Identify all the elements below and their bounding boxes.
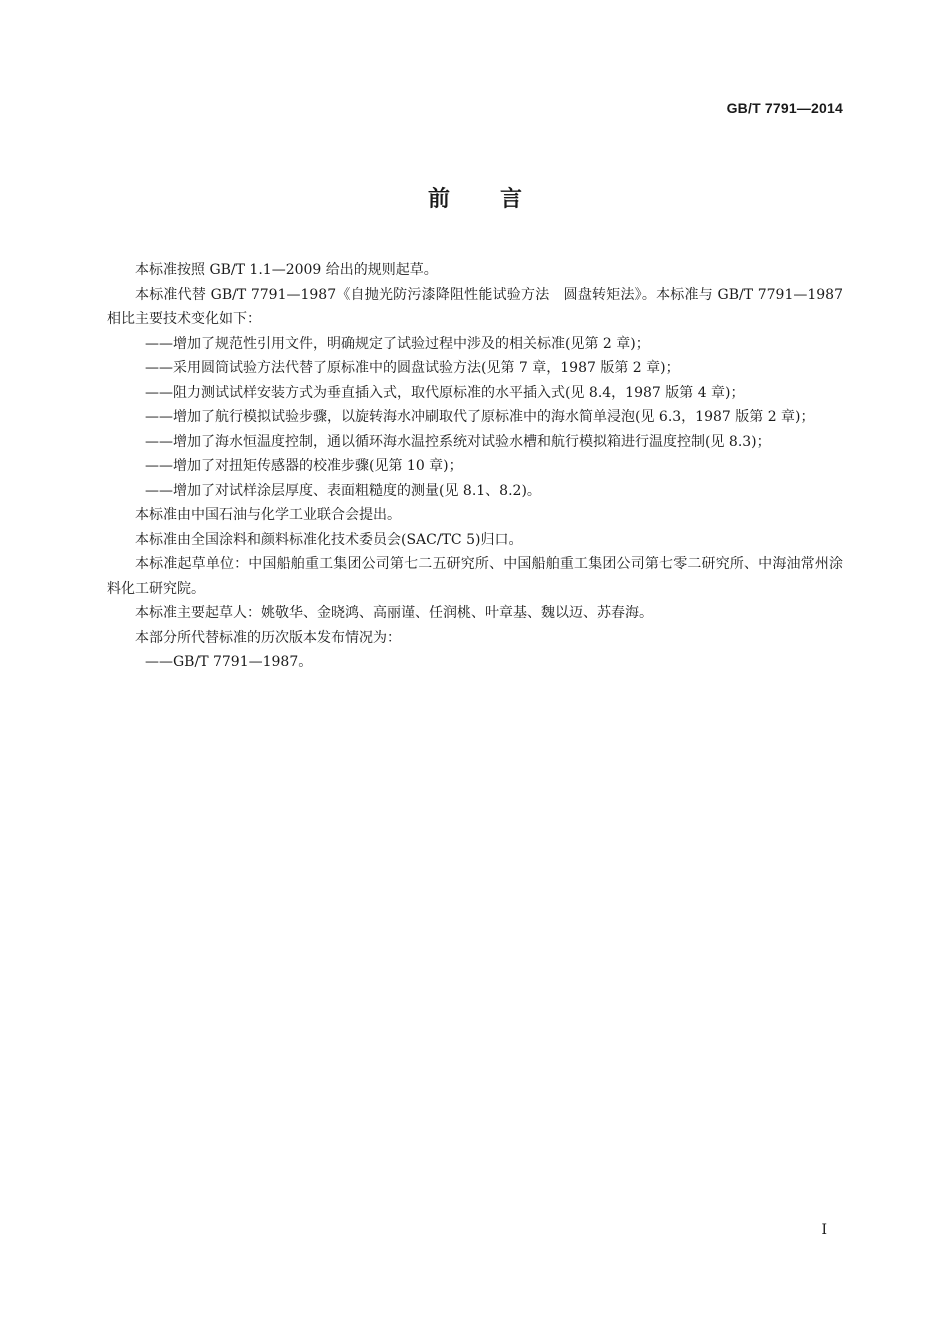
list-item-change: ——增加了规范性引用文件，明确规定了试验过程中涉及的相关标准(见第 2 章)；	[145, 335, 650, 352]
foreword-body	[107, 258, 843, 675]
list-item-change: ——采用圆筒试验方法代替了原标准中的圆盘试验方法(见第 7 章，1987 版第 2 章)；	[145, 360, 680, 376]
paragraph-proposer: 本标准由中国石油与化学工业联合会提出。	[135, 507, 401, 523]
page-number: I	[821, 1222, 827, 1238]
list-item-change: ——增加了海水恒温度控制，通以循环海水温控系统对试验水槽和航行模拟箱进行温度控制(见 8.3)；	[145, 433, 771, 450]
paragraph-drafting-units: 本标准起草单位：中国船舶重工集团公司第七二五研究所、中国船舶重工集团公司第七零二研究所、中海油常州涂料化工研究院。	[107, 556, 843, 597]
standard-code: GB/T 7791—2014	[726, 100, 843, 116]
paragraph-drafters: 本标准主要起草人：姚敬华、金晓鸿、高丽谨、任润桃、叶章基、魏以迈、苏春海。	[135, 605, 653, 621]
list-item-history: ——GB/T 7791—1987。	[145, 654, 313, 670]
paragraph-drafting-rules: 本标准按照 GB/T 1.1—2009 给出的规则起草。	[135, 262, 438, 278]
paragraph-replacement: 本标准代替 GB/T 7791—1987《自抛光防污漆降阻性能试验方法 圆盘转矩法》。本标准与 GB/T 7791—1987相比主要技术变化如下：	[107, 286, 843, 327]
list-item-change: ——阻力测试试样安装方式为垂直插入式，取代原标准的水平插入式(见 8.4，1987 版第 4 章)；	[145, 384, 745, 401]
list-item-change: ——增加了对扭矩传感器的校准步骤(见第 10 章)；	[145, 458, 463, 474]
list-item-change: ——增加了航行模拟试验步骤，以旋转海水冲刷取代了原标准中的海水简单浸泡(见 6.3，1987 版第 2 章)；	[145, 409, 815, 425]
paragraph-history: 本部分所代替标准的历次版本发布情况为：	[135, 629, 401, 646]
page-title: 前言	[427, 187, 572, 212]
list-item-change: ——增加了对试样涂层厚度、表面粗糙度的测量(见 8.1、8.2)。	[145, 482, 541, 499]
paragraph-committee: 本标准由全国涂料和颜料标准化技术委员会(SAC/TC 5)归口。	[135, 531, 523, 548]
